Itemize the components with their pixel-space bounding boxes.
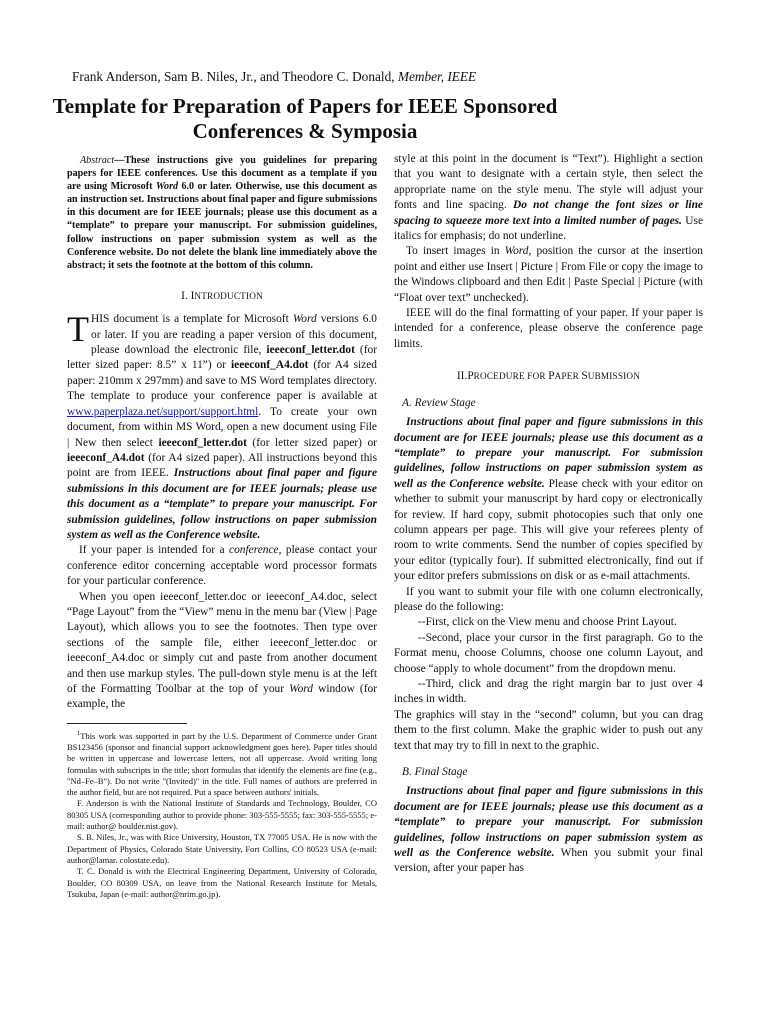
footnote-funding [67, 728, 377, 799]
text-run: Word [292, 313, 317, 326]
text-run: (for letter sized paper) or [246, 436, 377, 449]
intro-paragraph-1 [67, 309, 377, 543]
abstract-word: Word [155, 181, 179, 193]
style-paragraph [394, 152, 703, 244]
template-file-name: ieeeconf_letter.dot [266, 344, 355, 357]
author-names: Frank Anderson, Sam B. Niles, Jr., and Theodore C. Donald, [72, 69, 398, 84]
text-run: Please check with your editor on whether to submit your manuscript by hard copy or electronically for review. If hard copy, submit photocopies such that only one column appears per page. This will give your referees plenty of room to write comments. Send the number of copies specified by your editor (typically four). If submitted electronically, find out if your editor prefers submissions on disk or as e-mail attachments. [394, 477, 704, 583]
footnote-author-2: S. B. Niles, Jr., was with Rice University, Houston, TX 77005 USA. He is now with the Department of Physics, Colorado State University, Fort Collins, CO 80523 USA (e-mail: author@lamar. colostate.edu). [67, 832, 377, 865]
intro-paragraph-3 [67, 590, 377, 713]
footnote-author-3: T. C. Donald is with the Electrical Engineering Department, University of Colorado, Boulder, CO 80309 USA, on leave from the National Research Institute for Metals, Tsukuba, Japan (e-mail: author@nrim.go.jp). [67, 866, 377, 899]
template-file-name: ieeeconf_A4.dot [67, 451, 145, 464]
text-run: To insert images in [406, 245, 505, 258]
subsection-heading-review: A. Review Stage [402, 396, 476, 409]
text-run: . To create your own document, from within MS Word, open a new document using File | New then select [67, 405, 377, 449]
text-run: This work was supported in part by the U.S. Department of Commerce under Grant BS123456 (sponsor and financial support acknowledgment goes here). Paper titles should be written in uppercase and lowercase letters, not all uppercase. Avoid writing long formulas with subscripts in the title; short formulas that identify the elements are fine (e.g., "Nd–Fe–B"). Do not write "(Invited)" in the title. Full names of authors are preferred in the author field, but are not required. Put a space between authors' initials. [67, 730, 377, 798]
section-heading-procedure [394, 369, 703, 384]
step-first: --First, click on the View menu and choose Print Layout. [418, 616, 677, 629]
section-name-rest: APER [554, 371, 582, 382]
section-initial: I [190, 289, 195, 302]
left-column [67, 152, 377, 900]
one-column-paragraph: If you want to submit your file with one column electronically, please do the following: [394, 585, 703, 613]
emphasis-run: Instructions about final paper and figure submissions in this document are for IEEE journals; please use this document as a “template” to prepare your manuscript. For submission guidelines, follow instructions on paper submission system as well as the Conference website. [394, 785, 703, 860]
abstract-dash: — [114, 155, 125, 166]
text-run: versions 6.0 or later. If you are reading a paper version of this document, please download the electronic file, [91, 313, 377, 357]
text-run: When you open ieeeconf_letter.doc or ieeeconf_A4.doc, select “Page Layout” from the “View” menu in the menu bar (View | Page Layout), which allows you to see the footnotes. Then type over sections of the sample file, either ieeeconf_letter.doc or ieeeconf_A4.doc or simply cut and paste from another document and then use markup styles. The pull-down style menu is at the left of the Formatting Toolbar at the top of your [67, 590, 377, 695]
section-initial: P [548, 370, 555, 383]
step-second: --Second, place your cursor in the first paragraph. Go to the Format menu, choose Columns, choose one column Layout, and choose “apply to whole document” from the dropdown menu. [394, 631, 703, 675]
template-file-name: ieeeconf_letter.dot [158, 436, 247, 449]
text-run: style at this point in the document is “Text”). Highlight a section that you want to designate with a certain style, then select the appropriate name on the style menu. The style will adjust your fonts and line spacing. [394, 153, 703, 212]
section-number: II. [456, 370, 468, 383]
section-heading-introduction [67, 289, 377, 304]
text-run: , please contact your conference editor concerning acceptable word processor formats for your particular conference. [67, 544, 377, 588]
abstract-text-a: These instructions give you guidelines for preparing papers for IEEE conferences. Use this document as a template if you are using Microsoft [67, 155, 377, 193]
section-name-rest: NTRODUCTION [194, 290, 263, 301]
paper-title: Template for Preparation of Papers for IEEE Sponsored Conferences & Symposia [52, 94, 558, 143]
text-run: Use italics for emphasis; do not underline. [394, 214, 704, 243]
section-number: I. [181, 289, 188, 302]
images-paragraph [394, 244, 703, 306]
graphics-paragraph: The graphics will stay in the “second” column, but you can drag them to the first column. Make the graphic wider to push out any text that may try to fill in next to the graphic. [394, 708, 703, 752]
author-line [72, 68, 712, 86]
emphasis-run: Instructions about final paper and figure submissions in this document are for IEEE journals; please use this document as a “template” to prepare your manuscript. For submission guidelines, follow instructions on paper submission system as well as the Conference website. [394, 416, 703, 490]
section-name-rest: UBMISSION [587, 371, 641, 382]
text-run: Word [289, 683, 313, 695]
review-paragraph [394, 415, 703, 584]
text-run: Word [504, 245, 529, 258]
support-link[interactable]: www.paperplaza.net/support/support.html [67, 405, 259, 418]
text-run: When you submit your final version, after your paper has [394, 847, 703, 875]
text-run: (for A4 sized paper). All instructions beyond this point are from IEEE. [67, 451, 377, 480]
text-run: conference [229, 544, 279, 557]
footnote-marker: 1 [77, 729, 81, 737]
footnote-rule [67, 723, 187, 724]
text-run: HIS document is a template for Microsoft [91, 313, 293, 326]
right-column [394, 152, 703, 877]
text-run: window (for example, the [67, 683, 377, 711]
abstract-text-b: 6.0 or later. Otherwise, use this document as an instruction set. Instructions about final paper and figure submissions in this document are for IEEE journals; please use this document as a “template” to prepare your manuscript. For submission guidelines, follow instructions on paper submission system as well as the Conference website. Do not delete the blank line immediately above the abstract; it sets the footnote at the bottom of this column. [67, 181, 377, 271]
emphasis-run: Instructions about final paper and figure submissions in this document are for IEEE journals; please use this document as a “template” to prepare your manuscript. For submission guidelines, follow instructions on paper submission system as well as the Conference website. [67, 467, 377, 541]
section-name-rest: ROCEDURE FOR [473, 371, 549, 382]
abstract-label: Abstract [80, 155, 115, 166]
author-membership: Member, IEEE [397, 69, 477, 84]
formatting-paragraph: IEEE will do the final formatting of your paper. If your paper is intended for a conference, please observe the conference page limits. [394, 307, 703, 350]
text-run: (for A4 sized paper: 210mm x 297mm) and save to MS Word templates directory. The template to produce your conference paper is available at [67, 359, 377, 403]
abstract [67, 154, 377, 272]
text-run: If your paper is intended for a [79, 544, 230, 557]
footnote-author-1: F. Anderson is with the National Institute of Standards and Technology, Boulder, CO 80305 USA (corresponding author to provide phone: 303-555-5555; fax: 303-555-5555; e-mail: author@ boulder.nist.gov). [67, 798, 377, 832]
section-initial: S [581, 370, 588, 383]
text-run: , position the cursor at the insertion point and either use Insert | Picture | From File or copy the image to the Windows clipboard and then Edit | Paste Special | Picture (with “Float over text” unchecked). [394, 245, 703, 304]
intro-paragraph-2 [67, 543, 377, 589]
subsection-heading-final: B. Final Stage [402, 766, 468, 779]
template-file-name: ieeeconf_A4.dot [230, 359, 309, 372]
text-run: (for letter sized paper: 8.5” x 11”) or [67, 344, 377, 372]
final-paragraph [394, 784, 703, 876]
emphasis-run: Do not change the font sizes or line spacing to squeeze more text into a limited number of pages. [394, 199, 703, 227]
drop-cap: T [67, 309, 89, 350]
step-third: --Third, click and drag the right margin bar to just over 4 inches in width. [394, 678, 703, 706]
section-initial: P [467, 370, 474, 383]
